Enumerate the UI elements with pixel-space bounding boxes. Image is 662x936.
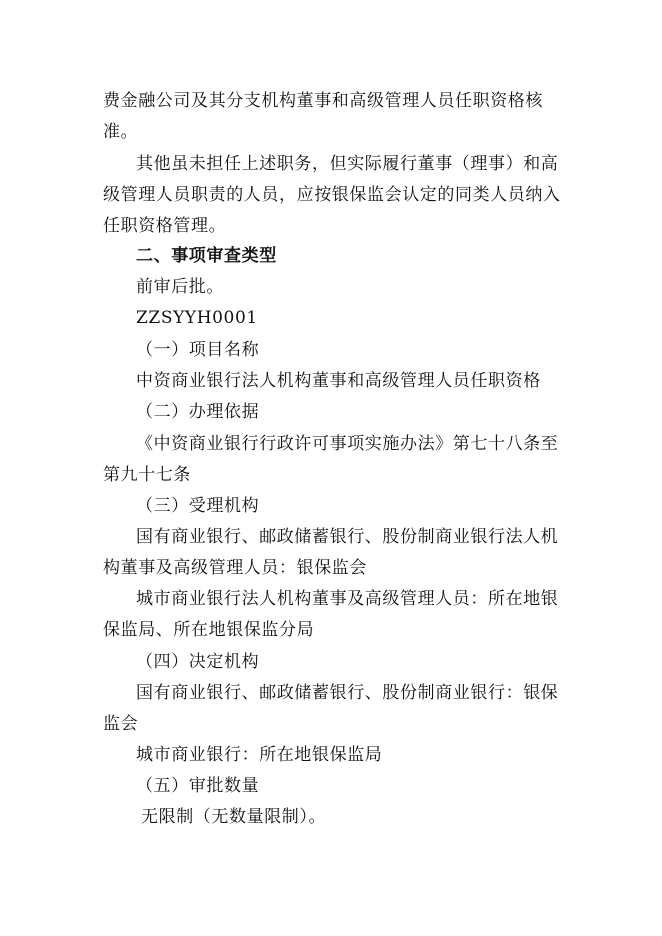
text-line-10: 中资商业银行法人机构董事和高级管理人员任职资格	[136, 371, 541, 391]
section-heading: 二、事项审查类型	[136, 246, 277, 266]
text-line-20: 国有商业银行、邮政储蓄银行、股份制商业银行：银保	[136, 683, 559, 703]
subheading-project-name: （一）项目名称	[136, 340, 260, 360]
text-line-3: 其他虽未担任上述职务，但实际履行董事（理事）和高	[136, 154, 559, 174]
text-line-12: 《中资商业银行行政许可事项实施办法》第七十八条至	[136, 434, 559, 454]
item-code: ZZSYYH0001	[136, 308, 258, 328]
text-line-2: 准。	[103, 122, 139, 142]
text-line-22: 城市商业银行：所在地银保监局	[136, 745, 383, 765]
subheading-accepting-agency: （三）受理机构	[136, 496, 260, 516]
text-line-7: 前审后批。	[136, 277, 224, 297]
text-line-16: 构董事及高级管理人员：银保监会	[103, 558, 367, 578]
text-line-17: 城市商业银行法人机构董事及高级管理人员：所在地银	[136, 589, 559, 609]
subheading-deciding-agency: （四）决定机构	[136, 652, 260, 672]
text-line-5: 任职资格管理。	[103, 216, 227, 236]
subheading-approval-quantity: （五）审批数量	[136, 776, 260, 796]
text-line-4: 级管理人员职责的人员，应按银保监会认定的同类人员纳入	[103, 185, 561, 205]
text-line-21: 监会	[103, 714, 139, 734]
text-line-24: 无限制（无数量限制）。	[141, 807, 327, 827]
text-line-1: 费金融公司及其分支机构董事和高级管理人员任职资格核	[103, 91, 543, 111]
text-line-13: 第九十七条	[103, 465, 191, 485]
text-line-18: 保监局、所在地银保监分局	[103, 620, 315, 640]
text-line-15: 国有商业银行、邮政储蓄银行、股份制商业银行法人机	[136, 527, 559, 547]
subheading-basis: （二）办理依据	[136, 402, 260, 422]
